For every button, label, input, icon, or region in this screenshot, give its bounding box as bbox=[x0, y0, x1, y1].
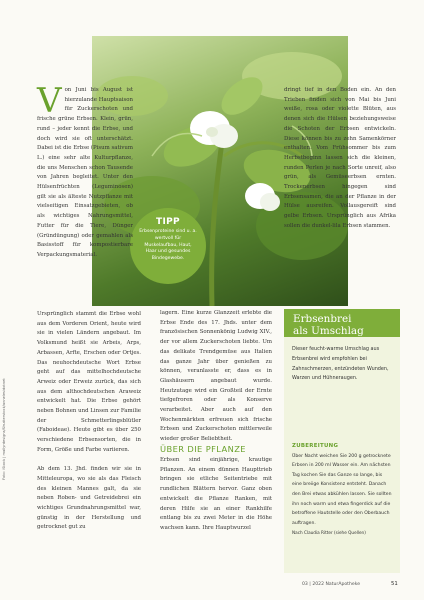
sidebox-title bbox=[293, 313, 364, 337]
section-heading-pflanze: ÜBER DIE PFLANZE bbox=[160, 444, 246, 454]
column-2-text bbox=[160, 309, 272, 455]
paragraph-origin: Ursprünglich stammt die Erbse wohl aus dem Vorderen Orient, heute wird sie in vielen Ländern angebaut. Im Volksmund heißt sie Arbeis, Arps, Arbassen, Arfte, Erschen oder Ortjes. Das neuhochdeutsche Wort Erbse geht auf das mittelhochdeutsche Arweiz oder Erweiz zurück, das sich aus dem althochdeutschen Araweiz entwickelt hat. Die Erbse gehört neben Bohnen und Linsen zur Familie der Schmetterlingsblütler (Faboideae). Heute gibt es über 250 verschiedene Erbsensorten, die in Form, Größe und Farbe variieren. bbox=[37, 311, 141, 453]
column-1-text bbox=[37, 310, 141, 543]
tip-title: TIPP bbox=[156, 217, 180, 227]
intro-text: on Juni bis August ist hierzulande Hauptsaison für Zuckerschoten und frische grüne Erbsen. Klein, grün, rund – jeder kennt die Erbse, und doch wird sie oft unterschätzt. Dabei ist die Erbse (Pisum sativum L.) eine sehr alte Kulturpflanze, die uns Menschen schon Tausende von Jahren begleitet. Unter den Hülsenfrüchten (Leguminosen) gilt sie als älteste Nutzpflanze mit vielseitigen Einsatzgebieten, ob als wichtiges Nahrungsmittel, Futter für die Tiere, Dünger (Gründüngung) oder gemahlen als Basisstoff für kompostierbare Verpackungsmaterial. bbox=[37, 87, 133, 258]
recipe-source: Nach Claudia Ritter (siehe Quellen) bbox=[292, 530, 366, 536]
paragraph-bluete: dringt tief in den Boden ein. An den Trieben finden sich von Mai bis Juni weiße, rosa oder violette Blüten, aus denen sich die Hülsen beziehungsweise die Schoten der Erbsen entwickeln. Diese können bis zu zehn Samenkörner enthalten. Vom Frühsommer bis zum Herbstbeginn lassen sich die kleinen, runden Perlen je nach Sorte unreif, also grün, als Gemüseerbsen ernten. Trockenerbsen hingegen sind Erbsensamen, die an der Pflanze in der Hülse ausreifen. Vollausgereift sind gelbe Erbsen. Ursprünglich aus Afrika sollen die dunkel-lila Erbsen stammen. bbox=[284, 87, 396, 229]
issue-footer: 03 | 2022 NaturApotheke bbox=[302, 582, 361, 587]
column-3-text bbox=[284, 86, 396, 241]
sidebox-title-line2: als Umschlag bbox=[293, 325, 364, 337]
drop-cap: V bbox=[37, 81, 62, 121]
recipe-block bbox=[292, 442, 392, 538]
sidebox-header bbox=[284, 309, 400, 337]
page-number: 51 bbox=[391, 581, 398, 587]
tip-body: Erbsenproteine sind u. a. wertvoll für Muskelaufbau, Haut, Haar und gesundes Bindegewebe. bbox=[139, 229, 197, 262]
paragraph-history: Ab dem 13. Jhd. finden wir sie in Mitteleuropa, wo sie als das Fleisch des kleinen Mannes galt, da sie neben Roben- und Getreidebrei ein wichtiges Grundnahrungsmittel war, günstig in der Herstellung und getrocknet gut zu bbox=[37, 466, 141, 531]
paragraph-pflanze: Erbsen sind einjährige, krautige Pflanzen. An einem dünnen Haupttrieb bringen sie etliche Seitentriebe mit rundlichen Blättern hervor. Ganz oben entwickelt die Pflanze Ranken, mit deren Hilfe sie an einer Rankhilfe entlang bis zu zwei Meter in die Höhe wachsen kann. Ihre Hauptwurzel bbox=[160, 457, 272, 531]
paragraph-glanzzeit: lagern. Eine kurze Glanzzeit erlebte die Erbse Ende des 17. Jhds. unter dem französischen Sonnenkönig Ludwig XIV., der vor allem Zuckerschoten liebte. Um das delikate Trendgemüse aus Italien das ganze Jahr über genießen zu können, veranlasste er, dass es in Glashäusern angebaut wurde. Heutzutage wird ein Großteil der Ernte tiefgefroren oder als Konserve verarbeitet. Aber auch auf den Wochenmärkten erfreuen sich frische Erbsen und Zuckerschoten mittlerweile wieder großer Beliebtheit. bbox=[160, 310, 272, 443]
sidebox-erbsenbrei bbox=[284, 309, 400, 573]
photo-credit: Foto: iStock | mallyrdesigns/Shutterstock/annelesidotnet bbox=[2, 378, 6, 480]
sidebox-title-line1: Erbsenbrei bbox=[293, 313, 352, 325]
recipe-text: Über Nacht weichen Sie 200 g getrocknete Erbsen in 200 ml Wasser ein. Am nächsten Tag kochen Sie das Ganze so lange, bis eine breiige Konsistenz entsteht. Danach den Brei etwas abkühlen lassen. Sie sollten ihn noch warm und etwa fingerdick auf die betroffene Hautstelle oder den Oberbauch auftragen. bbox=[292, 453, 392, 526]
tip-badge bbox=[130, 208, 206, 284]
sidebox-body: Dieser feucht-warme Umschlag aus Erbsenbrei wird empfohlen bei Zahnschmerzen, entzündeten Wunden, Warzen und Hühneraugen. bbox=[292, 346, 389, 382]
column-2-text-b bbox=[160, 456, 272, 543]
recipe-heading: ZUBEREITUNG bbox=[292, 443, 339, 449]
intro-paragraph bbox=[37, 81, 133, 270]
